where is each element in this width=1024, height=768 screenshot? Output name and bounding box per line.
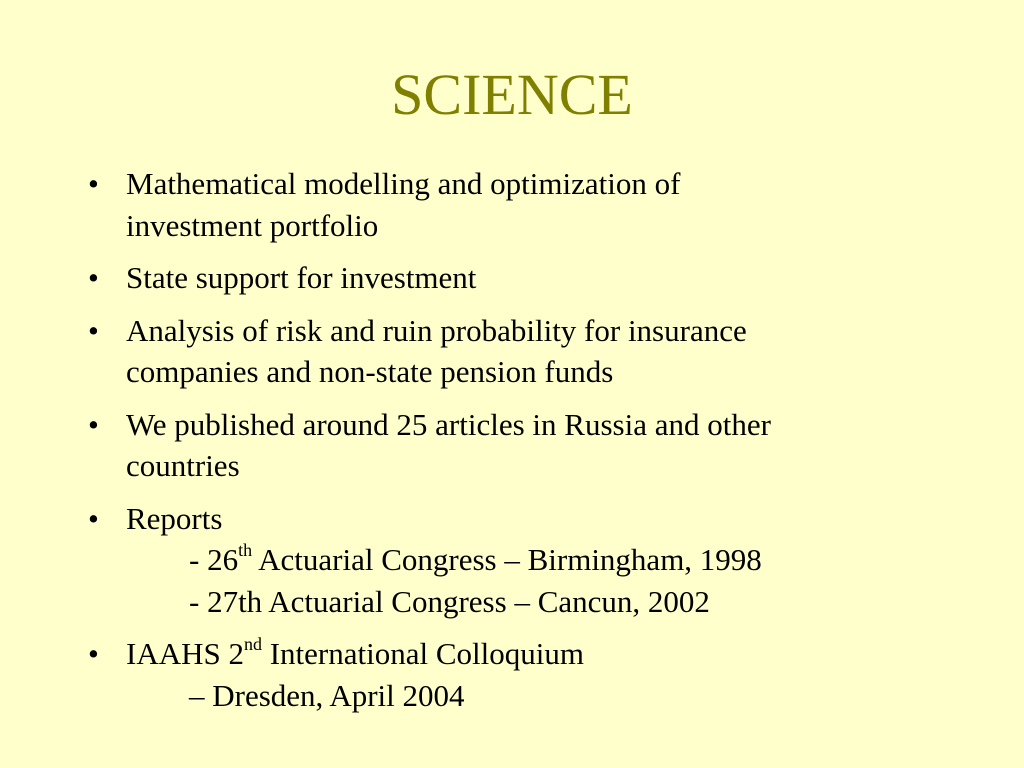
colloquium-location: – Dresden, April 2004 bbox=[189, 677, 465, 713]
bullet-marker: • bbox=[88, 406, 99, 442]
colloquium-location-line bbox=[126, 675, 988, 717]
bullet-marker: • bbox=[88, 260, 99, 295]
colloquium-post: International Colloquium bbox=[261, 636, 584, 671]
bullet-text-line: Analysis of risk and ruin probability for insurance bbox=[126, 312, 747, 348]
bullet-item bbox=[88, 163, 988, 246]
report-line-post: Actuarial Congress – Birmingham, 1998 bbox=[252, 542, 762, 577]
bullet-text-line: Mathematical modelling and optimization of bbox=[126, 166, 681, 201]
bullet-marker: • bbox=[88, 312, 99, 348]
bullet-list bbox=[88, 163, 988, 727]
bullet-item-colloquium bbox=[88, 633, 988, 716]
bullet-text-line: companies and non-state pension funds bbox=[126, 354, 614, 389]
report-line bbox=[126, 539, 988, 581]
bullet-marker: • bbox=[88, 500, 99, 536]
bullet-item-reports bbox=[88, 498, 988, 623]
bullet-item bbox=[88, 404, 988, 487]
bullet-text-line: State support for investment bbox=[126, 260, 477, 295]
bullet-marker: • bbox=[88, 166, 99, 201]
report-line-pre: - 26 bbox=[189, 542, 239, 577]
bullet-text-line: investment portfolio bbox=[126, 207, 379, 243]
bullet-text-line: We published around 25 articles in Russia and other bbox=[126, 406, 771, 442]
bullet-item bbox=[88, 257, 988, 299]
ordinal-suffix: nd bbox=[243, 633, 262, 654]
bullet-text-line: Reports bbox=[126, 500, 223, 536]
slide-title: SCIENCE bbox=[391, 62, 633, 127]
ordinal-suffix: th bbox=[238, 539, 253, 560]
bullet-item bbox=[88, 310, 988, 393]
colloquium-pre: IAAHS 2 bbox=[126, 636, 244, 671]
report-line-pre: - 27th Actuarial Congress – Cancun, 2002 bbox=[189, 583, 710, 619]
report-line bbox=[126, 581, 988, 623]
bullet-text-line: countries bbox=[126, 448, 240, 483]
bullet-marker: • bbox=[88, 636, 99, 671]
